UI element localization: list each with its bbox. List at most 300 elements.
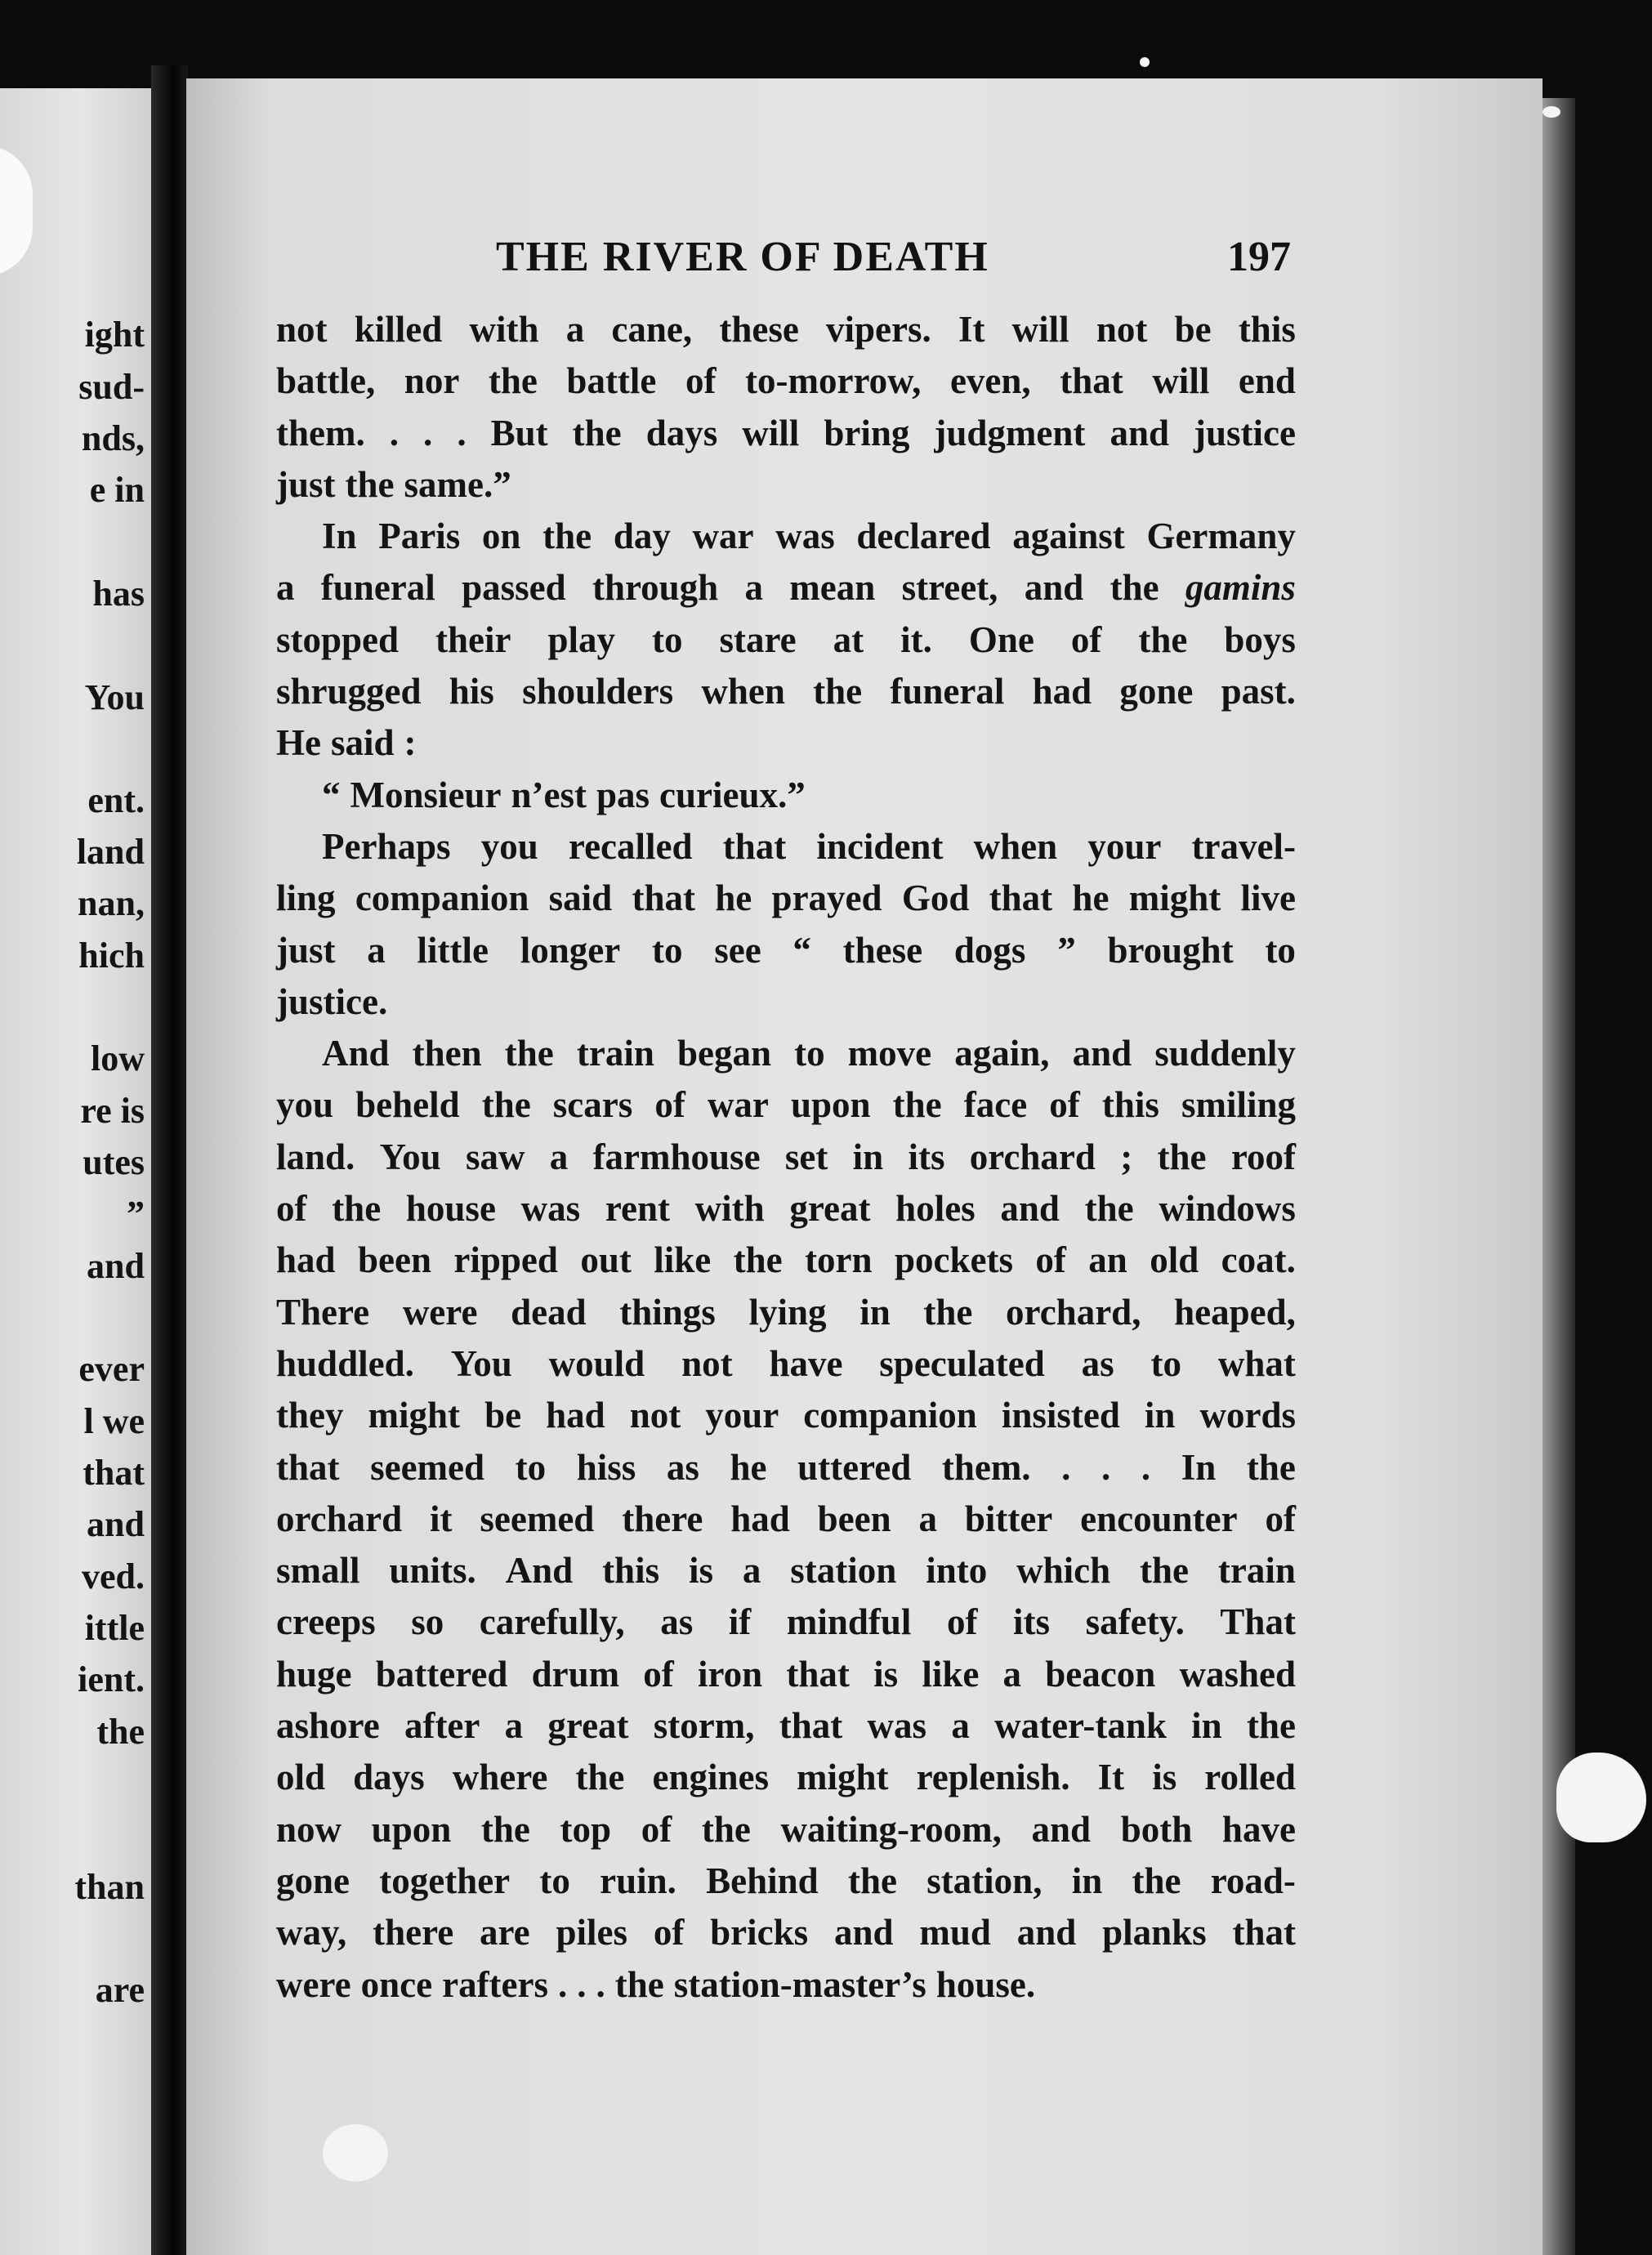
page-number: 197 bbox=[1227, 234, 1291, 280]
word: ” bbox=[1057, 929, 1076, 971]
word: station bbox=[790, 1550, 897, 1592]
word: the bbox=[1140, 1550, 1190, 1592]
running-title: THE RIVER OF DEATH bbox=[496, 234, 989, 280]
word: its bbox=[908, 1136, 945, 1177]
word: to bbox=[652, 618, 683, 660]
word: windows bbox=[1159, 1188, 1296, 1230]
word: and bbox=[1024, 567, 1084, 609]
word: station, bbox=[926, 1860, 1043, 1901]
text-line bbox=[276, 355, 1296, 407]
text-line bbox=[276, 770, 1296, 821]
word: to bbox=[515, 1446, 547, 1488]
left-page-fragment: ent. bbox=[87, 780, 145, 820]
word: these bbox=[842, 929, 923, 971]
word: there bbox=[373, 1912, 454, 1954]
word: their bbox=[435, 618, 511, 660]
word: rent bbox=[605, 1188, 670, 1230]
word: mud bbox=[919, 1912, 991, 1954]
word: end bbox=[1238, 360, 1296, 402]
word: that bbox=[779, 1705, 843, 1747]
word: a bbox=[367, 929, 386, 971]
word: were bbox=[402, 1291, 478, 1333]
word: justice bbox=[1194, 412, 1296, 453]
word: upon bbox=[371, 1808, 452, 1850]
word: replenish. bbox=[916, 1757, 1070, 1798]
text-line bbox=[276, 925, 1296, 976]
word: God bbox=[901, 877, 970, 919]
text-line bbox=[276, 666, 1296, 717]
book-gutter bbox=[151, 65, 188, 2255]
word: not bbox=[1096, 309, 1148, 350]
word: of bbox=[1265, 1498, 1296, 1539]
word: of bbox=[276, 1188, 307, 1230]
word: then bbox=[412, 1033, 482, 1074]
word: your bbox=[705, 1395, 779, 1436]
word: the bbox=[504, 1033, 554, 1074]
word: days bbox=[353, 1757, 425, 1798]
word: curieux.” bbox=[659, 774, 806, 815]
word: the bbox=[892, 1084, 942, 1126]
text-line bbox=[276, 1235, 1296, 1286]
word: engines bbox=[652, 1757, 769, 1798]
word: been bbox=[357, 1239, 431, 1281]
word: have bbox=[1221, 1808, 1296, 1850]
word: that bbox=[722, 825, 787, 867]
word: great bbox=[789, 1188, 871, 1230]
word: house. bbox=[935, 1963, 1036, 2005]
text-line bbox=[276, 511, 1296, 562]
word: the bbox=[1084, 1188, 1134, 1230]
word: battle, bbox=[276, 360, 376, 402]
left-page-fragment: sud- bbox=[78, 367, 145, 407]
word: where bbox=[452, 1757, 548, 1798]
word: to bbox=[1150, 1342, 1182, 1384]
word: great bbox=[547, 1705, 629, 1747]
body-text bbox=[276, 304, 1296, 2011]
word: gamins bbox=[1185, 567, 1296, 609]
text-line bbox=[276, 1700, 1296, 1752]
word: even, bbox=[949, 360, 1031, 402]
word: words bbox=[1199, 1395, 1296, 1436]
word: stare bbox=[719, 618, 797, 660]
word: piles bbox=[556, 1912, 627, 1954]
word: In bbox=[322, 516, 357, 557]
word: the bbox=[1246, 1705, 1296, 1747]
left-page-fragment: low bbox=[91, 1038, 145, 1078]
left-page-fragment: the bbox=[96, 1712, 145, 1752]
word: said bbox=[548, 877, 613, 919]
word: through bbox=[592, 567, 719, 609]
text-line bbox=[276, 1442, 1296, 1494]
word: carefully, bbox=[479, 1601, 625, 1643]
word: station-master’s bbox=[673, 1963, 926, 2005]
word: companion bbox=[355, 877, 529, 919]
word: companion bbox=[803, 1395, 977, 1436]
word: . bbox=[423, 412, 433, 453]
word: is bbox=[688, 1550, 713, 1592]
word: if bbox=[728, 1601, 752, 1643]
left-page-fragment: than bbox=[74, 1867, 145, 1907]
left-page-fragment: nan, bbox=[78, 883, 145, 923]
word: be bbox=[484, 1395, 522, 1436]
word: them. bbox=[276, 412, 365, 453]
word: it. bbox=[900, 618, 932, 660]
word: And bbox=[505, 1550, 574, 1592]
word: vipers. bbox=[826, 309, 931, 350]
word: after bbox=[404, 1705, 480, 1747]
word: is bbox=[1152, 1757, 1177, 1798]
word: stopped bbox=[276, 618, 400, 660]
word: them. bbox=[941, 1446, 1031, 1488]
word: of bbox=[1035, 1239, 1066, 1281]
word: orchard bbox=[276, 1498, 403, 1539]
text-line bbox=[276, 1338, 1296, 1390]
word: mindful bbox=[786, 1601, 912, 1643]
word: was bbox=[867, 1705, 927, 1747]
word: declared bbox=[856, 516, 991, 557]
word: have bbox=[769, 1342, 843, 1384]
word: that bbox=[632, 877, 695, 919]
text-line bbox=[276, 1752, 1296, 1803]
word: in bbox=[852, 1136, 884, 1177]
word: with bbox=[469, 309, 539, 350]
word: had bbox=[276, 1239, 336, 1281]
word: nor bbox=[404, 360, 460, 402]
word: justice. bbox=[276, 980, 388, 1022]
word: and bbox=[1031, 1808, 1092, 1850]
word: not bbox=[681, 1342, 733, 1384]
word: washed bbox=[1179, 1653, 1296, 1695]
word: was bbox=[775, 516, 835, 557]
word: see bbox=[714, 929, 761, 971]
word: the bbox=[488, 360, 538, 402]
word: you bbox=[480, 825, 538, 867]
word: might bbox=[797, 1757, 889, 1798]
word: roof bbox=[1230, 1136, 1296, 1177]
word: that bbox=[276, 1446, 340, 1488]
word: seemed bbox=[480, 1498, 595, 1539]
word: out bbox=[580, 1239, 632, 1281]
word: old bbox=[276, 1757, 326, 1798]
word: you bbox=[276, 1084, 334, 1126]
word: war bbox=[692, 516, 754, 557]
left-page-fragment: ient. bbox=[78, 1659, 145, 1699]
word: lying bbox=[748, 1291, 827, 1333]
word: bitter bbox=[964, 1498, 1053, 1539]
word: a bbox=[504, 1705, 524, 1747]
word: live bbox=[1240, 877, 1296, 919]
word: a bbox=[549, 1136, 569, 1177]
text-line bbox=[276, 304, 1296, 355]
word: the bbox=[733, 1239, 783, 1281]
text-line bbox=[276, 1907, 1296, 1958]
left-page-fragment: l we bbox=[83, 1401, 145, 1441]
word: to bbox=[539, 1860, 570, 1901]
running-header bbox=[496, 233, 1291, 282]
word: speculated bbox=[879, 1342, 1045, 1384]
word: they bbox=[276, 1395, 344, 1436]
word: with bbox=[694, 1188, 765, 1230]
word: insisted bbox=[1001, 1395, 1120, 1436]
word: orchard bbox=[969, 1136, 1096, 1177]
word: land. bbox=[276, 1136, 355, 1177]
text-line bbox=[276, 821, 1296, 873]
word: pockets bbox=[894, 1239, 1013, 1281]
word: mean bbox=[789, 567, 876, 609]
left-page-fragment: that bbox=[83, 1453, 145, 1493]
word: had bbox=[1032, 671, 1092, 712]
word: . bbox=[1061, 1446, 1071, 1488]
word: It bbox=[1097, 1757, 1125, 1798]
word: the bbox=[572, 412, 622, 453]
word: play bbox=[547, 618, 616, 660]
left-page-fragment: You bbox=[84, 677, 145, 717]
word: the bbox=[1110, 567, 1159, 609]
word: battered bbox=[375, 1653, 508, 1695]
word: saw bbox=[465, 1136, 525, 1177]
word: brought bbox=[1107, 929, 1234, 971]
text-line bbox=[276, 1596, 1296, 1648]
left-page-fragment: and bbox=[87, 1246, 145, 1286]
word: now bbox=[276, 1808, 342, 1850]
word: judgment bbox=[934, 412, 1086, 453]
text-line bbox=[276, 1079, 1296, 1131]
word: a bbox=[951, 1705, 970, 1747]
word: funeral bbox=[890, 671, 1005, 712]
left-page-fragment: re is bbox=[80, 1091, 145, 1131]
text-line bbox=[276, 1804, 1296, 1855]
word: street, bbox=[901, 567, 998, 609]
word: little bbox=[417, 929, 489, 971]
word: like bbox=[922, 1653, 980, 1695]
word: the bbox=[847, 1860, 897, 1901]
word: uttered bbox=[797, 1446, 912, 1488]
word: the bbox=[923, 1291, 973, 1333]
word: . bbox=[596, 1963, 605, 2005]
word: your bbox=[1087, 825, 1162, 867]
word: and bbox=[833, 1912, 894, 1954]
word: was bbox=[520, 1188, 581, 1230]
word: way, bbox=[276, 1912, 347, 1954]
word: this bbox=[1101, 1084, 1159, 1126]
word: is bbox=[873, 1653, 899, 1695]
word: waiting-room, bbox=[780, 1808, 1002, 1850]
word: will bbox=[1152, 360, 1210, 402]
text-line bbox=[276, 1183, 1296, 1235]
word: will bbox=[742, 412, 800, 453]
word: said bbox=[330, 722, 395, 764]
text-line bbox=[276, 1959, 1296, 2011]
word: prayed bbox=[771, 877, 882, 919]
word: torn bbox=[805, 1239, 873, 1281]
left-page-fragment: ” bbox=[127, 1194, 145, 1234]
word: in bbox=[1144, 1395, 1176, 1436]
left-page-fragment: and bbox=[87, 1504, 145, 1544]
word: house bbox=[405, 1188, 496, 1230]
word: top bbox=[560, 1808, 612, 1850]
word: had bbox=[730, 1498, 790, 1539]
word: Monsieur bbox=[350, 774, 502, 815]
text-line bbox=[276, 1649, 1296, 1700]
word: rafters bbox=[442, 1963, 548, 2005]
word: in bbox=[1191, 1705, 1222, 1747]
word: a bbox=[744, 567, 763, 609]
word: as bbox=[1081, 1342, 1114, 1384]
word: bricks bbox=[710, 1912, 809, 1954]
word: a bbox=[1002, 1653, 1022, 1695]
word: huge bbox=[276, 1653, 352, 1695]
word: beacon bbox=[1045, 1653, 1156, 1695]
word: of bbox=[1049, 1084, 1080, 1126]
word: : bbox=[404, 722, 417, 764]
word: against bbox=[1012, 516, 1125, 557]
dust-speck bbox=[1543, 106, 1560, 118]
word: at bbox=[833, 618, 864, 660]
word: to-morrow, bbox=[745, 360, 922, 402]
paper-damage-spot bbox=[323, 2124, 388, 2181]
word: coat. bbox=[1221, 1239, 1296, 1281]
word: not bbox=[629, 1395, 681, 1436]
word: day bbox=[613, 516, 671, 557]
word: dogs bbox=[953, 929, 1026, 971]
text-line bbox=[276, 562, 1296, 614]
word: . bbox=[389, 412, 400, 453]
left-page-edge bbox=[0, 88, 151, 2255]
word: of bbox=[654, 1084, 685, 1126]
word: past. bbox=[1221, 671, 1296, 712]
word: same.” bbox=[404, 463, 511, 505]
left-page-fragment: has bbox=[92, 574, 145, 614]
left-page-fragment: ever bbox=[78, 1349, 145, 1389]
word: old bbox=[1150, 1239, 1199, 1281]
word: killed bbox=[354, 309, 443, 350]
word: the bbox=[345, 463, 395, 505]
text-line bbox=[276, 976, 1296, 1028]
word: . bbox=[1141, 1446, 1151, 1488]
word: to bbox=[1265, 929, 1296, 971]
word: . bbox=[1101, 1446, 1111, 1488]
text-line bbox=[276, 614, 1296, 666]
word: will bbox=[1011, 309, 1069, 350]
word: when bbox=[701, 671, 785, 712]
text-line bbox=[276, 717, 1296, 769]
word: beheld bbox=[355, 1084, 460, 1126]
word: holes bbox=[895, 1188, 976, 1230]
left-page-fragment: land bbox=[76, 832, 145, 872]
left-page-fragment: hich bbox=[78, 935, 145, 976]
word: this bbox=[1238, 309, 1296, 350]
word: gone bbox=[1119, 671, 1194, 712]
word: what bbox=[1217, 1342, 1296, 1384]
word: once bbox=[360, 1963, 433, 2005]
word: there bbox=[622, 1498, 703, 1539]
word: units. bbox=[389, 1550, 476, 1592]
word: train bbox=[1217, 1550, 1296, 1592]
word: its bbox=[1013, 1601, 1051, 1643]
word: to bbox=[651, 929, 683, 971]
text-line bbox=[276, 408, 1296, 459]
word: together bbox=[379, 1860, 511, 1901]
word: storm, bbox=[653, 1705, 755, 1747]
text-line bbox=[276, 1855, 1296, 1907]
word: of bbox=[1070, 618, 1102, 660]
word: that bbox=[1060, 360, 1123, 402]
word: train bbox=[576, 1033, 654, 1074]
word: hiss bbox=[576, 1446, 636, 1488]
word: began bbox=[676, 1033, 771, 1074]
word: dead bbox=[511, 1291, 587, 1333]
word: he bbox=[1072, 877, 1110, 919]
word: rolled bbox=[1204, 1757, 1296, 1798]
text-line bbox=[276, 1390, 1296, 1441]
word: . bbox=[577, 1963, 587, 2005]
word: he bbox=[715, 877, 752, 919]
word: days bbox=[645, 412, 718, 453]
word: huddled. bbox=[276, 1342, 414, 1384]
left-page-fragment: ittle bbox=[84, 1608, 145, 1648]
word: battle bbox=[566, 360, 657, 402]
word: the bbox=[701, 1808, 751, 1850]
word: had bbox=[546, 1395, 605, 1436]
word: creeps bbox=[276, 1601, 376, 1643]
word: not bbox=[276, 309, 328, 350]
word: and bbox=[1000, 1188, 1060, 1230]
word: longer bbox=[520, 929, 621, 971]
word: small bbox=[276, 1550, 360, 1592]
word: a bbox=[565, 309, 585, 350]
word: as bbox=[660, 1601, 694, 1643]
text-line bbox=[276, 1287, 1296, 1338]
word: Paris bbox=[378, 516, 461, 557]
text-line bbox=[276, 1545, 1296, 1596]
word: scars bbox=[552, 1084, 633, 1126]
word: road- bbox=[1210, 1860, 1296, 1901]
word: That bbox=[1220, 1601, 1296, 1643]
word: an bbox=[1088, 1239, 1127, 1281]
word: ripped bbox=[453, 1239, 558, 1281]
word: One bbox=[968, 618, 1034, 660]
word: a bbox=[742, 1550, 761, 1592]
text-line bbox=[276, 459, 1296, 511]
word: incident bbox=[816, 825, 944, 867]
left-page-fragment: ved. bbox=[82, 1556, 145, 1596]
word: move bbox=[847, 1033, 932, 1074]
word: just bbox=[276, 463, 336, 505]
word: But bbox=[490, 412, 548, 453]
word: iron bbox=[698, 1653, 763, 1695]
word: ling bbox=[276, 877, 336, 919]
word: into bbox=[926, 1550, 988, 1592]
word: might bbox=[368, 1395, 461, 1436]
word: You bbox=[379, 1136, 441, 1177]
word: travel- bbox=[1191, 825, 1296, 867]
paper-blot bbox=[0, 145, 33, 276]
word: again, bbox=[954, 1033, 1050, 1074]
word: planks bbox=[1102, 1912, 1207, 1954]
word: of bbox=[946, 1601, 978, 1643]
word: passed bbox=[462, 567, 566, 609]
word: boys bbox=[1224, 618, 1296, 660]
dust-speck bbox=[1140, 57, 1150, 67]
word: the bbox=[1246, 1446, 1296, 1488]
word: a bbox=[276, 567, 295, 609]
word: And bbox=[322, 1033, 390, 1074]
word: on bbox=[481, 516, 521, 557]
word: . bbox=[457, 412, 467, 453]
word: the bbox=[614, 1963, 664, 2005]
word: that bbox=[1232, 1912, 1296, 1954]
word: would bbox=[548, 1342, 645, 1384]
